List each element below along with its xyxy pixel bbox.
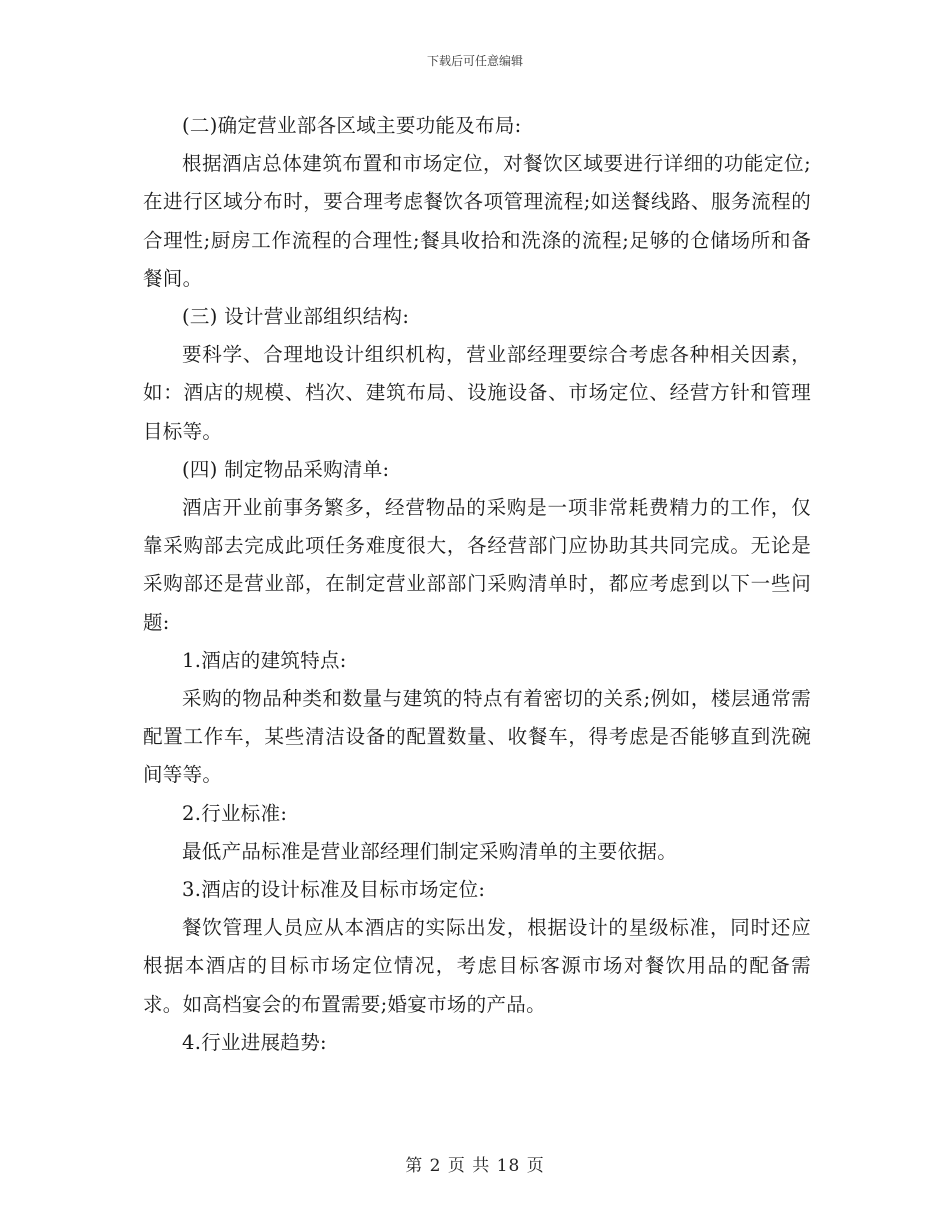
- body-paragraph: 要科学、合理地设计组织机构，营业部经理要综合考虑各种相关因素，如：酒店的规模、档次、建筑布局、设施设备、市场定位、经营方针和管理目标等。: [143, 343, 811, 443]
- list-heading-3: 3.酒店的设计标准及目标市场定位:: [182, 878, 486, 902]
- page-number-footer: 第 2 页 共 18 页: [405, 1156, 545, 1176]
- list-heading-2: 2.行业标准:: [182, 801, 288, 825]
- list-heading-1: 1.酒店的建筑特点:: [182, 648, 347, 672]
- list-heading-4: 4.行业进展趋势:: [182, 1030, 327, 1054]
- page-header: 下载后可任意编辑: [426, 54, 523, 68]
- section-heading-2: (二)确定营业部各区域主要功能及布局:: [182, 114, 522, 137]
- body-paragraph: 最低产品标准是营业部经理们制定采购清单的主要依据。: [182, 839, 678, 863]
- section-heading-3: (三) 设计营业部组织结构:: [182, 305, 410, 329]
- body-paragraph: 酒店开业前事务繁多，经营物品的采购是一项非常耗费精力的工作，仅靠采购部去完成此项任务难度很大，各经营部门应协助其共同完成。无论是采购部还是营业部，在制定营业部部门采购清单时，都应考虑到以下一些问题:: [143, 496, 811, 634]
- body-paragraph: 餐饮管理人员应从本酒店的实际出发，根据设计的星级标准，同时还应根据本酒店的目标市场定位情况，考虑目标客源市场对餐饮用品的配备需求。如高档宴会的布置需要;婚宴市场的产品。: [143, 916, 811, 1016]
- document-body: [143, 107, 811, 1062]
- section-heading-4: (四) 制定物品采购清单:: [182, 457, 390, 481]
- body-paragraph: 采购的物品种类和数量与建筑的特点有着密切的关系;例如，楼层通常需配置工作车，某些清洁设备的配置数量、收餐车，得考虑是否能够直到洗碗间等等。: [143, 687, 811, 787]
- body-paragraph: 根据酒店总体建筑布置和市场定位，对餐饮区域要进行详细的功能定位;在进行区域分布时，要合理考虑餐饮各项管理流程;如送餐线路、服务流程的合理性;厨房工作流程的合理性;餐具收拾和洗涤的流程;足够的仓储场所和备餐间。: [143, 152, 811, 290]
